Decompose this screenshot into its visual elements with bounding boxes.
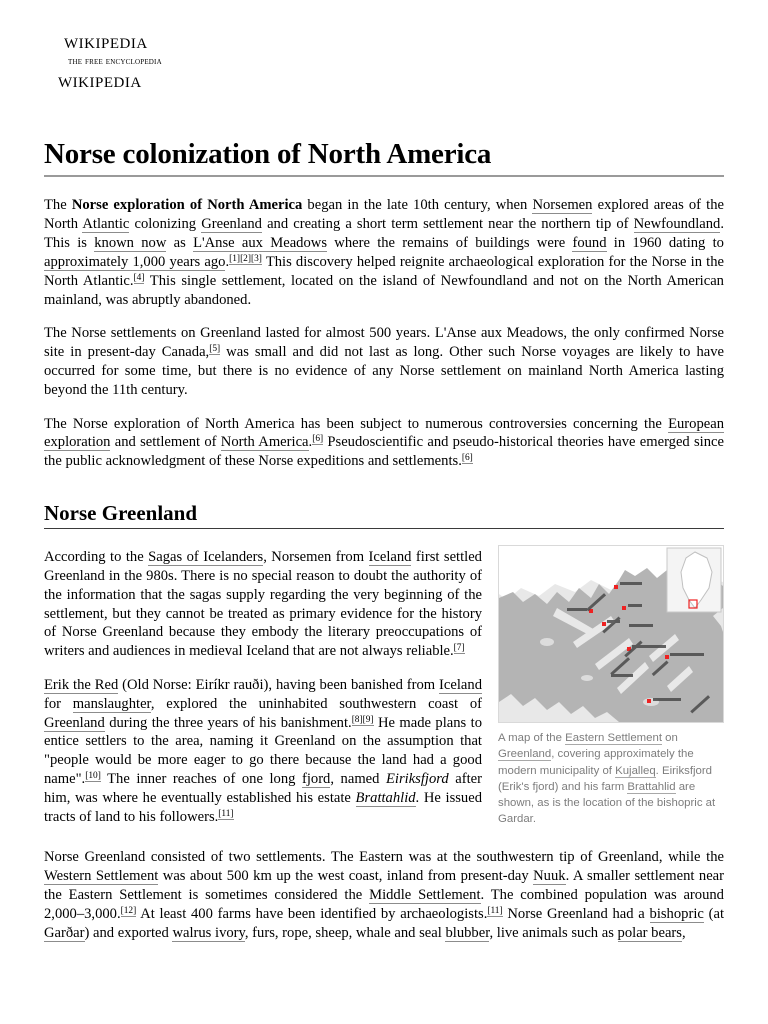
article-bold-term: Norse exploration of North America [71,197,303,214]
link-newfoundland[interactable]: Newfoundland [633,216,721,233]
map-marker-gardar [622,606,626,610]
link-iceland[interactable]: Iceland [439,677,482,694]
citation-7[interactable]: [7] [453,643,465,654]
citation-ref[interactable] [209,344,220,355]
text-fragment: . Eiriksfjord (Erik's fjord) and his farm [498,764,712,793]
italic-eiriksfjord: Eiriksfjord [386,771,449,788]
citation-12[interactable]: [12] [120,905,137,916]
link-fjord[interactable]: fjord [301,771,331,788]
citation-ref[interactable] [121,906,137,917]
text-fragment: (Old Norse: Eiríkr rauði), having been banished from [118,677,440,694]
citation-2[interactable]: [2] [240,253,251,264]
text-fragment: colonizing [129,216,202,233]
text-fragment: The Norse exploration of North America has been subject to numerous controversies concerning the [44,415,669,432]
text-fragment: . He issued tracts of land to his followers. [44,789,482,825]
text-fragment: in 1960 dating to [606,235,724,252]
map-inset-greenland [667,548,721,612]
text-fragment: for [44,695,73,712]
text-fragment: was about 500 km up the west coast, inland from present-day [158,868,534,885]
link-middle-settlement[interactable]: Middle Settlement [369,886,481,903]
citation-ref[interactable] [218,809,233,820]
map-marker-extra [665,655,669,659]
link-kujalleq[interactable]: Kujalleq [615,764,656,777]
citation-10[interactable]: [10] [85,771,101,782]
figure-caption [498,730,724,827]
link-gardar[interactable]: Garðar [44,924,85,941]
link-known-now[interactable]: known now [94,235,167,252]
link-sagas-of-icelanders[interactable]: Sagas of Icelanders [148,549,264,566]
link-eastern-settlement[interactable]: Eastern Settlement [565,732,662,745]
text-fragment: This single settlement, located on the island of Newfoundland and not on the North American mainland, was abruptly abandoned. [44,272,724,308]
link-atlantic[interactable]: Atlantic [82,216,130,233]
text-fragment: and settlement of [110,434,221,451]
text-fragment: during the three years of his banishment. [104,714,352,731]
text-fragment: as [166,235,194,252]
link-brattahlid[interactable]: Brattahlid [355,789,416,806]
link-bishopric[interactable]: bishopric [649,905,704,922]
link-manslaughter[interactable]: manslaughter [72,695,151,712]
link-greenland[interactable]: Greenland [44,714,105,731]
citation-ref[interactable] [85,771,101,782]
lead-paragraph [44,196,724,309]
citation-11[interactable]: [11] [218,808,234,819]
text-fragment: A map of the [498,732,566,745]
text-fragment: began in the late 10th century, when [302,197,533,214]
wikipedia-wordmark-duplicate: wikipedia [58,68,142,92]
map-lake [540,638,554,646]
text-fragment: , explored the uninhabited southwestern coast of [150,695,482,712]
text-fragment: According to the [44,549,149,566]
lead-paragraph-3 [44,415,724,471]
citation-ref[interactable] [462,453,473,464]
text-fragment: . This is [44,216,724,252]
text-fragment: , live animals such as [489,924,618,941]
link-blubber[interactable]: blubber [445,924,490,941]
text-fragment: He made plans to entice settlers to the area, naming it Greenland on the assumption that "people would be more eager to go there because the land had a good name". [44,714,482,788]
text-fragment: , named [330,771,386,788]
link-walrus-ivory[interactable]: walrus ivory [172,924,245,941]
link-nuuk[interactable]: Nuuk [533,868,566,885]
text-fragment: The inner reaches of one long [100,771,302,788]
link-western-settlement[interactable]: Western Settlement [44,868,159,885]
text-fragment: Norse Greenland had a [502,905,650,922]
citation-ref[interactable] [229,254,262,265]
citation-8[interactable]: [8] [351,714,363,725]
text-fragment: Norse Greenland consisted of two settlements. The Eastern was at the southwestern tip of Greenland, while the [44,849,724,866]
text-fragment: , furs, rope, sheep, whale and seal [244,924,446,941]
text-fragment: was small and did not last as long. Other such Norse voyages are likely to have occurred for some time, but there is no evidence of any Norse settlement on mainland North America lasting beyond the 11th century. [44,344,724,398]
link-lanse-aux-meadows[interactable]: L'Anse aux Meadows [193,235,327,252]
text-fragment: . [308,434,313,451]
text-fragment: explored areas of the North [44,197,724,233]
citation-ref[interactable] [454,643,465,654]
link-norsemen[interactable]: Norsemen [532,197,593,214]
section-heading-norse-greenland: Norse Greenland [44,501,724,529]
text-fragment: on [662,732,678,745]
citation-9[interactable]: [9] [362,714,374,725]
link-found[interactable]: found [572,235,607,252]
citation-6[interactable]: [6] [461,453,473,464]
map-marker-herjolfsnes [647,699,651,703]
link-european-exploration[interactable]: European exploration [44,415,724,451]
text-fragment: The [44,197,72,214]
map-marker-igaliku [602,622,606,626]
wikipedia-tagline: the free encyclopedia [68,56,162,67]
page-title: Norse colonization of North America [44,138,724,177]
text-fragment: first settled Greenland in the 980s. There is no special reason to doubt the authority of the information that the sagas supply regarding the very beginning of the settlement, but they cannot be treated as primary evidence for the history of Norse Greenland because they embody the literary preoccupations of writers and audiences in medieval Iceland that are not always reliable. [44,549,482,660]
citation-ref[interactable] [352,715,374,726]
lead-paragraph-2 [44,324,724,399]
text-fragment: where the remains of buildings were [327,235,573,252]
section-paragraph-3 [44,848,724,942]
text-fragment: Pseudoscientific and pseudo-historical theories have emerged since the public acknowledgment of these Norse expeditions and settlements. [44,434,724,470]
link-erik-the-red[interactable]: Erik the Red [44,677,119,694]
citation-1[interactable]: [1] [229,253,241,264]
citation-3[interactable]: [3] [251,253,262,264]
citation-ref[interactable] [312,434,323,445]
text-fragment: , Norsemen from [263,549,369,566]
text-fragment: ) and exported [84,924,173,941]
citation-5[interactable]: [5] [209,344,221,355]
link-approximately-1000-years[interactable]: approximately 1,000 years ago [44,253,226,270]
citation-ref[interactable] [134,273,145,284]
citation-6[interactable]: [6] [312,434,324,445]
citation-11[interactable]: [11] [487,905,503,916]
text-fragment: and creating a short term settlement near the northern tip of [261,216,634,233]
link-polar-bears[interactable]: polar bears [617,924,682,941]
citation-4[interactable]: [4] [133,272,145,283]
text-fragment: At least 400 farms have been identified by archaeologists. [136,905,488,922]
text-fragment: . [225,253,230,270]
text-fragment: The Norse settlements on Greenland lasted for almost 500 years. L'Anse aux Meadows, the only confirmed Norse site in present-day Canada, [44,325,724,361]
wikipedia-logo [44,0,724,94]
link-greenland[interactable]: Greenland [201,216,262,233]
map-marker-brattahlid [614,585,618,589]
text-fragment: are shown, as is the location of the bishopric at Gardar. [498,780,716,826]
text-fragment: . A smaller settlement near the Eastern Settlement is sometimes considered the [44,868,725,903]
map-graphic [499,546,723,722]
link-iceland[interactable]: Iceland [368,549,412,566]
text-fragment: (at [703,905,724,922]
text-fragment: . The combined population was around 2,000–3,000. [44,886,724,922]
link-brattahlid[interactable]: Brattahlid [627,780,676,793]
wikipedia-wordmark: wikipedia [64,29,148,53]
link-north-america[interactable]: North America [220,434,309,451]
text-fragment: after him, was where he eventually established his estate [44,771,482,806]
map-lake [581,675,593,681]
link-greenland[interactable]: Greenland [498,748,552,761]
figure-map-eastern-settlement [498,545,724,827]
map-image[interactable] [498,545,724,723]
citation-ref[interactable] [487,906,502,917]
text-fragment: , [681,924,686,941]
text-fragment: , covering approximately the modern municipality of [498,748,694,777]
text-fragment: This discovery helped reignite archaeological exploration for the Norse in the North Atlantic. [44,253,724,289]
